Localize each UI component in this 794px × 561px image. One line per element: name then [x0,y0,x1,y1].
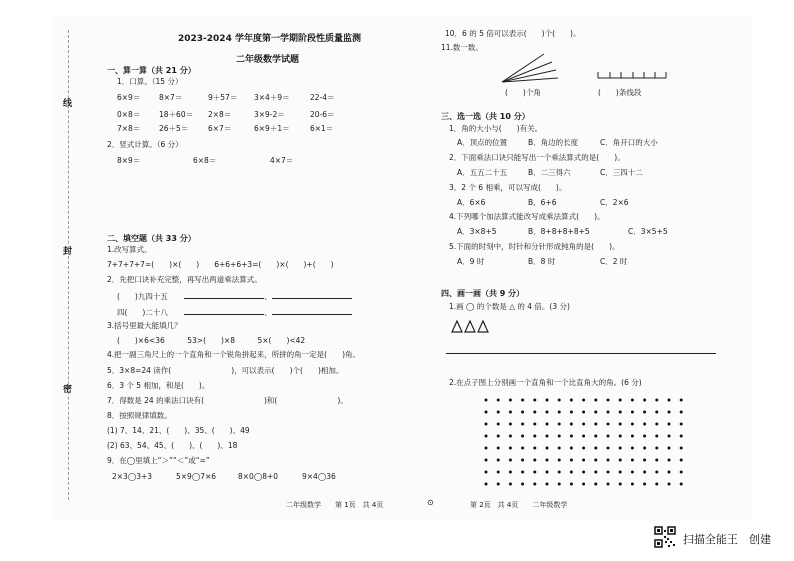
grid-dot [607,423,610,426]
grid-dot [546,423,549,426]
oral-item: 22-4＝ [310,93,335,102]
s4-q1: 1.画 ◯ 的个数是 △ 的 4 倍。(3 分) [449,302,570,311]
answer-blank[interactable] [184,306,264,315]
grid-dot [582,483,585,486]
q1-label: 1．口算。（15 分） [117,77,183,86]
s2-q8-b: (2) 63、54、45、( )、( )、18 [107,441,238,450]
section-4-title: 四、画一画（共 9 分） [441,289,525,298]
s2-q3: 3.括号里最大能填几？ [107,321,182,330]
grid-dot [680,471,683,474]
grid-dot [619,483,622,486]
grid-dot [680,459,683,462]
option: A．五五二十五 [457,168,508,177]
oral-item: 26＋5＝ [159,124,189,133]
grid-dot [643,459,646,462]
grid-dot [485,411,488,414]
grid-dot [546,411,549,414]
oral-item: 8×7＝ [159,93,183,102]
vertical-item: 6×8＝ [193,156,217,165]
grid-dot [643,399,646,402]
grid-dot [668,423,671,426]
grid-dot [582,435,585,438]
option: C．3×5+5 [628,227,668,236]
grid-dot [558,423,561,426]
grid-dot [521,447,524,450]
grid-dot [509,411,512,414]
grid-dot [619,399,622,402]
grid-dot [485,483,488,486]
grid-dot [607,399,610,402]
grid-dot [631,435,634,438]
footer-right: 第 2页 共 4页 二年级数学 [470,501,568,509]
grid-dot [631,483,634,486]
grid-dot [485,435,488,438]
option: B．角边的长度 [528,138,579,147]
grid-dot [655,447,658,450]
s3-q4: 4.下列哪个加法算式能改写成乘法算式( )。 [449,212,605,221]
s2-q9: 9．在◯里填上“＞”“＜”或“=” [107,456,210,465]
option: A．顶点的位置 [457,138,508,147]
exam-title: 2023-2024 学年度第一学期阶段性质量监测 [178,34,361,44]
s3-q5: 5.下面的时刻中，时针和分针形成钝角的是( )。 [449,242,620,251]
s4-q2: 2.在点子图上分别画一个直角和一个比直角大的角。(6 分) [449,378,642,387]
scanner-watermark: 扫描全能王 创建 [683,533,771,546]
s3-q2: 2．下面乘法口诀只能写出一个乘法算式的是( )。 [449,153,625,162]
grid-dot [533,435,536,438]
oral-item: 7×8＝ [117,124,141,133]
s2-q2: 2．先把口诀补充完整，再写出两道乘法算式。 [107,275,262,284]
exam-subtitle: 二年级数学试题 [236,55,300,65]
grid-dot [655,435,658,438]
grid-dot [607,471,610,474]
grid-dot [582,411,585,414]
triangles-figure [451,320,491,334]
grid-dot [546,399,549,402]
grid-dot [594,459,597,462]
grid-dot [655,423,658,426]
grid-dot [558,399,561,402]
s2-q5: 5．3×8=24 读作( )，可以表示( )个( )相加。 [107,366,344,375]
compare-item: 2×3◯3+3 [112,472,153,481]
grid-dot [533,471,536,474]
grid-dot [680,435,683,438]
grid-dot [582,471,585,474]
grid-dot [558,447,561,450]
triangle-shape [465,321,475,332]
separator: 、 [264,292,272,301]
grid-dot [509,447,512,450]
oral-item: 2×8＝ [208,110,232,119]
grid-dot [680,399,683,402]
qr-code-icon [654,526,676,548]
grid-dot [570,483,573,486]
grid-dot [558,411,561,414]
s2-q8: 8．按照规律填数。 [107,411,172,420]
footer-left: 二年级数学 第 1页 共 4页 [286,501,384,509]
option: C．2 时 [600,257,628,266]
grid-dot [497,411,500,414]
grid-dot [594,411,597,414]
grid-dot [497,399,500,402]
oral-item: 6×9＋1＝ [254,124,290,133]
grid-dot [509,471,512,474]
grid-dot [570,447,573,450]
grid-dot [533,411,536,414]
triangle-shape [452,321,462,332]
grid-dot [533,459,536,462]
grid-dot [594,423,597,426]
grid-dot [619,447,622,450]
option: B．二三得六 [528,168,571,177]
grid-dot [558,459,561,462]
grid-dot [521,471,524,474]
grid-dot [582,399,585,402]
option: C．角开口的大小 [600,138,658,147]
grid-dot [497,471,500,474]
grid-dot [619,423,622,426]
grid-dot [546,483,549,486]
grid-dot [631,399,634,402]
vertical-item: 4×7＝ [270,156,294,165]
grid-dot [594,471,597,474]
grid-dot [668,399,671,402]
option: B．8 时 [528,257,556,266]
q11-caption-b: ( )条线段 [598,88,642,97]
grid-dot [607,447,610,450]
grid-dot [570,459,573,462]
grid-dot [643,471,646,474]
drawing-answer-line[interactable] [446,353,716,354]
grid-dot [607,411,610,414]
grid-dot [680,411,683,414]
margin-char-close: 密 [61,384,71,393]
q10: 10．6 的 5 倍可以表示( )个( )。 [445,29,581,38]
grid-dot [533,483,536,486]
grid-dot [655,399,658,402]
grid-dot [546,447,549,450]
triangle-shape [478,321,488,332]
grid-dot [631,423,634,426]
s2-q7: 7．得数是 24 的乘法口诀有( )和( )。 [107,396,348,405]
s2-q4: 4.把一副三角尺上的一个直角和一个锐角拼起来，所拼的角一定是( )角。 [107,350,361,359]
grid-dot [485,447,488,450]
grid-dot [558,471,561,474]
margin-char-seal: 封 [61,246,71,255]
grid-dot [594,447,597,450]
grid-dot [497,435,500,438]
option: B．8+8+8+8+5 [528,227,590,236]
grid-dot [521,399,524,402]
compare-item: 5×9◯7×6 [176,472,217,481]
grid-dot [668,471,671,474]
section-1-title: 一、算一算（共 21 分） [107,66,196,75]
oral-item: 0×8＝ [117,110,141,119]
grid-dot [558,483,561,486]
grid-dot [619,471,622,474]
center-hole-icon: ⊙ [427,498,434,507]
option: A．3×8+5 [457,227,497,236]
oral-item: 20-6＝ [310,110,335,119]
grid-dot [521,459,524,462]
option: B．6+6 [528,198,557,207]
s2-q2-a [117,290,352,302]
grid-dot [655,459,658,462]
grid-dot [509,435,512,438]
grid-dot [594,483,597,486]
grid-dot [619,435,622,438]
grid-dot [570,471,573,474]
option: A．6×6 [457,198,486,207]
grid-dot [643,435,646,438]
s2-q2-b-text: 四( )二十八 [117,308,168,317]
oral-item: 18＋60＝ [159,110,194,119]
grid-dot [631,411,634,414]
compare-item: 9×4◯36 [302,472,336,481]
s3-q3: 3．2 个 6 相乘，可以写成( )。 [449,183,567,192]
option: A．9 时 [457,257,485,266]
grid-dot [643,423,646,426]
grid-dot [655,483,658,486]
grid-dot [533,423,536,426]
section-3-title: 三、选一选（共 10 分） [441,112,530,121]
grid-dot [533,447,536,450]
oral-item: 9＋57＝ [208,93,238,102]
grid-dot [521,423,524,426]
q11-caption-a: ( )个角 [505,88,541,97]
grid-dot [607,459,610,462]
q2-label: 2．竖式计算。（6 分） [107,140,183,149]
answer-blank[interactable] [184,290,264,299]
grid-dot [668,483,671,486]
grid-dot [594,435,597,438]
grid-dot [582,447,585,450]
option: C．三四十二 [600,168,643,177]
grid-dot [668,435,671,438]
s2-q2-a-text: ( )九四十五 [117,292,168,301]
grid-dot [497,423,500,426]
grid-dot [485,459,488,462]
grid-dot [619,459,622,462]
grid-dot [680,447,683,450]
grid-dot [643,411,646,414]
oral-item: 3×4＋9＝ [254,93,290,102]
grid-dot [497,447,500,450]
grid-dot [521,411,524,414]
grid-dot [582,423,585,426]
s2-q8-a: (1) 7、14、21、( )、35、( )、49 [107,426,250,435]
grid-dot [485,423,488,426]
grid-dot [485,471,488,474]
grid-dot [582,459,585,462]
answer-blank[interactable] [272,290,352,299]
angle-rays-figure [500,52,560,88]
grid-dot [509,459,512,462]
grid-dot [497,459,500,462]
vertical-item: 8×9＝ [117,156,141,165]
grid-dot [680,483,683,486]
separator: 、 [264,308,272,317]
grid-dot [594,399,597,402]
grid-dot [668,459,671,462]
grid-dot [643,447,646,450]
oral-item: 6×1＝ [310,124,334,133]
grid-dot [546,471,549,474]
grid-dot [643,483,646,486]
grid-dot [509,399,512,402]
oral-item: 6×7＝ [208,124,232,133]
compare-item: 8×0◯8+0 [238,472,279,481]
s2-q1: 1.改写算式。 [107,245,152,254]
grid-dot [509,423,512,426]
grid-dot [668,447,671,450]
grid-dot [546,459,549,462]
answer-blank[interactable] [272,306,352,315]
grid-dot [570,411,573,414]
grid-dot [509,483,512,486]
oral-item: 6×9＝ [117,93,141,102]
grid-dot [521,435,524,438]
grid-dot [655,471,658,474]
grid-dot [570,435,573,438]
grid-dot [631,459,634,462]
grid-dot [521,483,524,486]
s2-q3-line: ( )×6<36 53>( )×8 5×( )<42 [117,336,306,345]
grid-dot [570,399,573,402]
grid-dot [570,423,573,426]
grid-dot [668,411,671,414]
grid-dot [546,435,549,438]
grid-dot [619,411,622,414]
segment-figure [596,68,668,82]
s2-q6: 6．3 个 5 相加，和是( )。 [107,381,210,390]
option: C．2×6 [600,198,629,207]
oral-item: 3×9-2＝ [254,110,285,119]
grid-dot [631,471,634,474]
grid-dot [497,483,500,486]
grid-dot [655,411,658,414]
grid-dot [533,399,536,402]
grid-dot [680,423,683,426]
s3-q1: 1．角的大小与( )有关。 [449,124,543,133]
grid-dot [558,435,561,438]
q11: 11.数一数。 [441,43,483,52]
grid-dot [607,435,610,438]
dot-grid[interactable] [482,396,692,491]
margin-char-line: 线 [61,98,71,107]
grid-dot [607,483,610,486]
s2-q1-line: 7+7+7+7=( )×( ) 6+6+6+3=( )×( )+( ) [107,260,334,269]
grid-dot [485,399,488,402]
section-2-title: 二、填空题（共 33 分） [107,234,196,243]
s2-q2-b [117,306,352,318]
grid-dot [631,447,634,450]
